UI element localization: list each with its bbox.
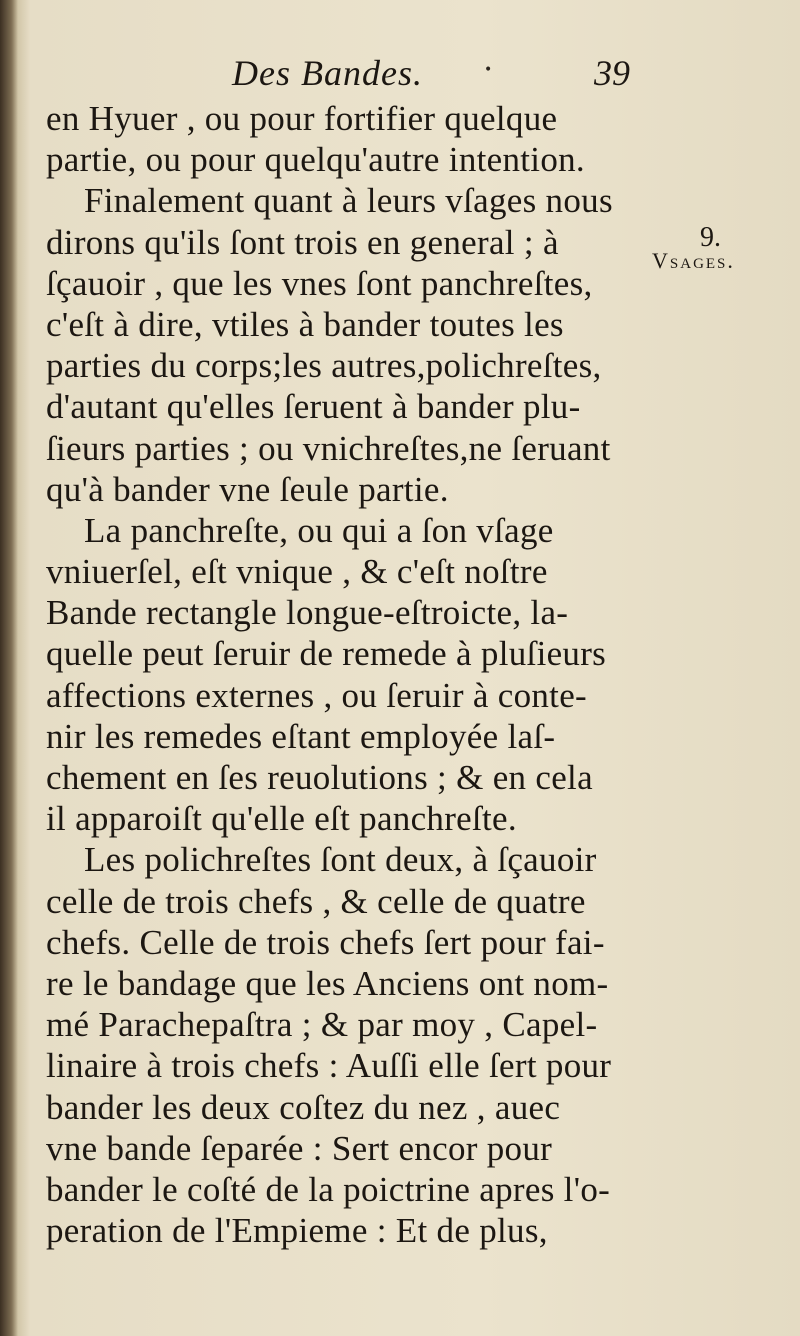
text-line: linaire à trois chefs : Auſſi elle ſert pour (46, 1046, 612, 1086)
text-line: re le bandage que les Anciens ont nom- (46, 963, 609, 1003)
page-header (0, 48, 800, 98)
text-line: La panchreſte, ou qui a ſon vſage (84, 510, 554, 550)
text-line: parties du corps;les autres,polichreſtes, (46, 346, 602, 386)
text-line: ſçauoir , que les vnes ſont panchreſtes, (46, 263, 593, 303)
binding-shadow (0, 0, 18, 1336)
text-line: celle de trois chefs , & celle de quatre (46, 881, 586, 921)
text-line: nir les remedes eſtant employée laſ- (46, 716, 556, 756)
text-line: Bande rectangle longue-eſtroicte, la- (46, 593, 569, 633)
page-number: 39 (594, 53, 630, 93)
text-line: en Hyuer , ou pour fortifier quelque (46, 99, 558, 138)
text-line: Les polichreſtes ſont deux, à ſçauoir (84, 840, 597, 880)
text-line: peration de l'Empieme : Et de plus, (46, 1211, 548, 1251)
text-line: Finalement quant à leurs vſages nous (84, 181, 613, 221)
text-line: affections externes , ou ſeruir à conte- (46, 675, 587, 715)
margin-note-word: Vsages. (652, 248, 735, 273)
text-line: vne bande ſeparée : Sert encor pour (46, 1128, 553, 1168)
text-line: il apparoiſt qu'elle eſt panchreſte. (46, 799, 517, 839)
text-line: dirons qu'ils ſont trois en general ; à (46, 222, 559, 262)
margin-note-number: 9. (700, 222, 721, 253)
text-line: ſieurs parties ; ou vnichreſtes,ne ſeruant (46, 428, 611, 468)
text-line: partie, ou pour quelqu'autre intention. (46, 140, 585, 180)
text-line: chement en ſes reuolutions ; & en cela (46, 758, 593, 797)
text-line: chefs. Celle de trois chefs ſert pour fai- (46, 922, 605, 962)
text-line: vniuerſel, eſt vnique , & c'eſt noſtre (46, 552, 548, 592)
text-line: bander les deux coſtez du nez , auec (46, 1087, 561, 1127)
text-line: d'autant qu'elles ſeruent à bander plu- (46, 387, 581, 427)
text-line: bander le coſté de la poictrine apres l'o- (46, 1169, 611, 1209)
body-text (46, 98, 646, 1251)
text-line: qu'à bander vne ſeule partie. (46, 469, 449, 509)
text-line: quelle peut ſeruir de remede à pluſieurs (46, 634, 607, 674)
ornament-mark: • (484, 62, 493, 78)
running-head: Des Bandes. (232, 53, 423, 93)
text-line: c'eſt à dire, vtiles à bander toutes les (46, 304, 564, 344)
text-line: mé Parachepaſtra ; & par moy , Capel- (46, 1005, 598, 1045)
